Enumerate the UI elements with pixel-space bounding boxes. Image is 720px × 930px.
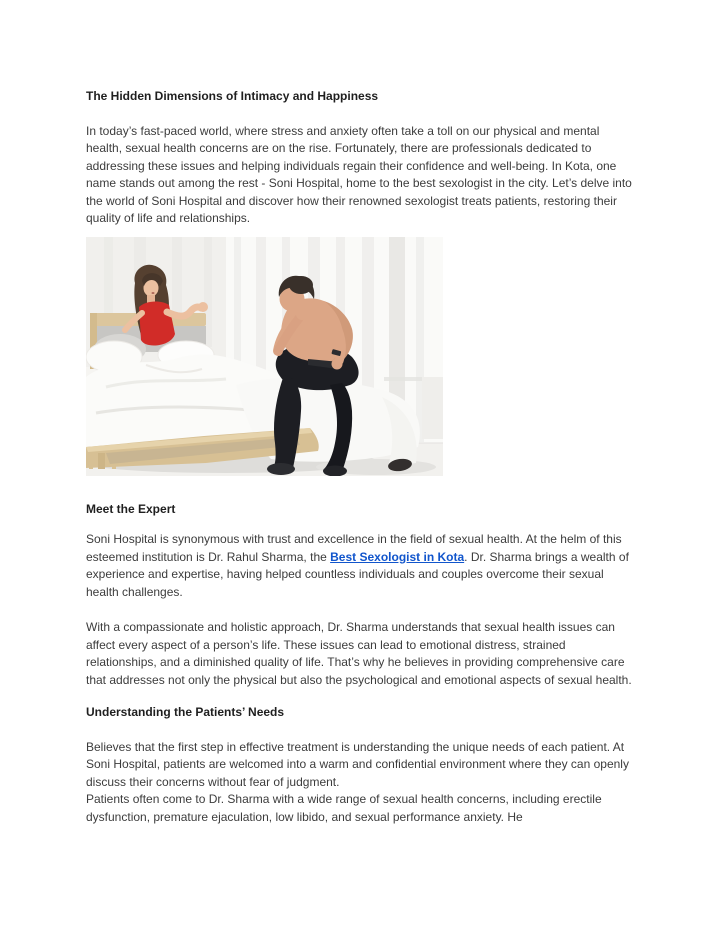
best-sexologist-link[interactable]: Best Sexologist in Kota (330, 549, 465, 564)
bedroom-photo (86, 237, 443, 476)
approach-paragraph: With a compassionate and holistic approach, Dr. Sharma understands that sexual health issues can affect every aspect of a person’s life. These issues can lead to emotional distress, strained relationships, and a diminished quality of life. That’s why he believes in providing comprehensive care that addresses not only the physical but also the psychological and emotional aspects of sexual health. (86, 620, 632, 687)
intro-paragraph: In today’s fast-paced world, where stress and anxiety often take a toll on our physical and mental health, sexual health concerns are on the rise. Fortunately, there are professionals dedicated to addressing these issues and helping individuals regain their confidence and well-being. In Kota, one name stands out among the rest - Soni Hospital, home to the best sexologist in the city. Let’s delve into the world of Soni Hospital and discover how their renowned sexologist treats patients, restoring their quality of life and relationships. (86, 123, 632, 225)
needs-line-2: Patients often come to Dr. Sharma with a wide range of sexual health concerns, including erectile dysfunction, premature ejaculation, low libido, and sexual performance anxiety. He (86, 792, 602, 824)
expert-text-after-link: . Dr. Sharma brings a wealth of experience and expertise, having helped countless individuals and couples overcome their sexual health challenges. (86, 549, 629, 599)
heading-understanding-needs: Understanding the Patients’ Needs (86, 705, 285, 719)
heading-meet-the-expert: Meet the Expert (86, 501, 176, 516)
needs-paragraph (86, 739, 636, 827)
needs-line-1: Believes that the first step in effective treatment is understanding the unique needs of each patient. At Soni Hospital, patients are welcomed into a warm and confidential environment where they can openly discuss their concerns without fear of judgment. (86, 739, 629, 789)
expert-text-before-link: Soni Hospital is synonymous with trust and excellence in the field of sexual health. At the helm of this esteemed institution is Dr. Rahul Sharma, the (86, 532, 622, 564)
document-title: The Hidden Dimensions of Intimacy and Happiness (86, 89, 379, 103)
document-page (86, 88, 636, 826)
expert-paragraph (86, 531, 636, 601)
